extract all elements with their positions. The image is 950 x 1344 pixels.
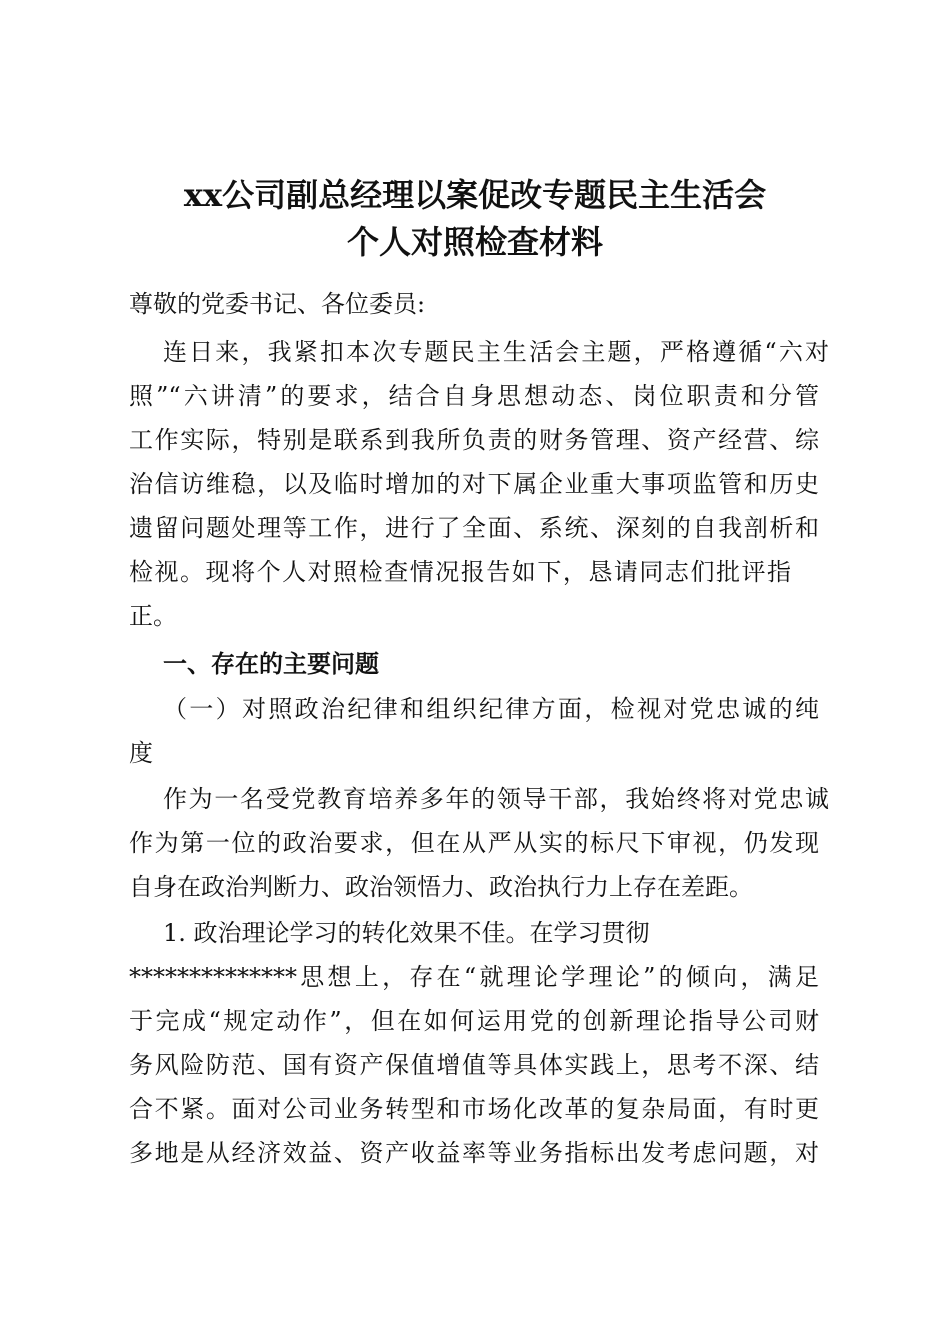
document-title-line-1: xx公司副总经理以案促改专题民主生活会 — [183, 176, 767, 214]
paragraph-line: 作为第一位的政治要求，但在从严从实的标尺下审视，仍发现 — [129, 829, 819, 857]
paragraph-line: 于完成“规定动作”，但在如何运用党的创新理论指导公司财 — [129, 1007, 819, 1035]
paragraph-line: 多地是从经济效益、资产收益率等业务指标出发考虑问题，对 — [129, 1139, 819, 1167]
paragraph-intro-line: 检视。现将个人对照检查情况报告如下，恳请同志们批评指 — [129, 558, 791, 586]
paragraph-intro-line: 治信访维稳，以及临时增加的对下属企业重大事项监管和历史 — [129, 470, 819, 498]
paragraph-line: 作为一名受党教育培养多年的领导干部，我始终将对党忠诚 — [163, 785, 829, 813]
item-heading-line: 1. 政治理论学习的转化效果不佳。在学习贯彻 — [163, 919, 650, 947]
paragraph-intro-line: 正。 — [129, 602, 177, 630]
subsection-heading-line: （一）对照政治纪律和组织纪律方面，检视对党忠诚的纯 — [163, 695, 819, 723]
paragraph-line: 自身在政治判断力、政治领悟力、政治执行力上存在差距。 — [129, 873, 753, 901]
document-title-line-2: 个人对照检查材料 — [346, 223, 603, 261]
paragraph-line: **************思想上，存在“就理论学理论”的倾向，满足 — [129, 963, 819, 991]
paragraph-line: 合不紧。面对公司业务转型和市场化改革的复杂局面，有时更 — [129, 1095, 819, 1123]
section-heading: 一、存在的主要问题 — [163, 649, 379, 678]
paragraph-line: 务风险防范、国有资产保值增值等具体实践上，思考不深、结 — [129, 1051, 819, 1079]
paragraph-intro-line: 照”“六讲清”的要求，结合自身思想动态、岗位职责和分管 — [129, 382, 819, 410]
subsection-heading-line: 度 — [129, 739, 153, 767]
paragraph-intro-line: 工作实际，特别是联系到我所负责的财务管理、资产经营、综 — [129, 426, 819, 454]
salutation: 尊敬的党委书记、各位委员: — [129, 290, 426, 318]
paragraph-intro-line: 遗留问题处理等工作，进行了全面、系统、深刻的自我剖析和 — [129, 514, 819, 542]
paragraph-intro-line: 连日来，我紧扣本次专题民主生活会主题，严格遵循“六对 — [163, 338, 829, 366]
